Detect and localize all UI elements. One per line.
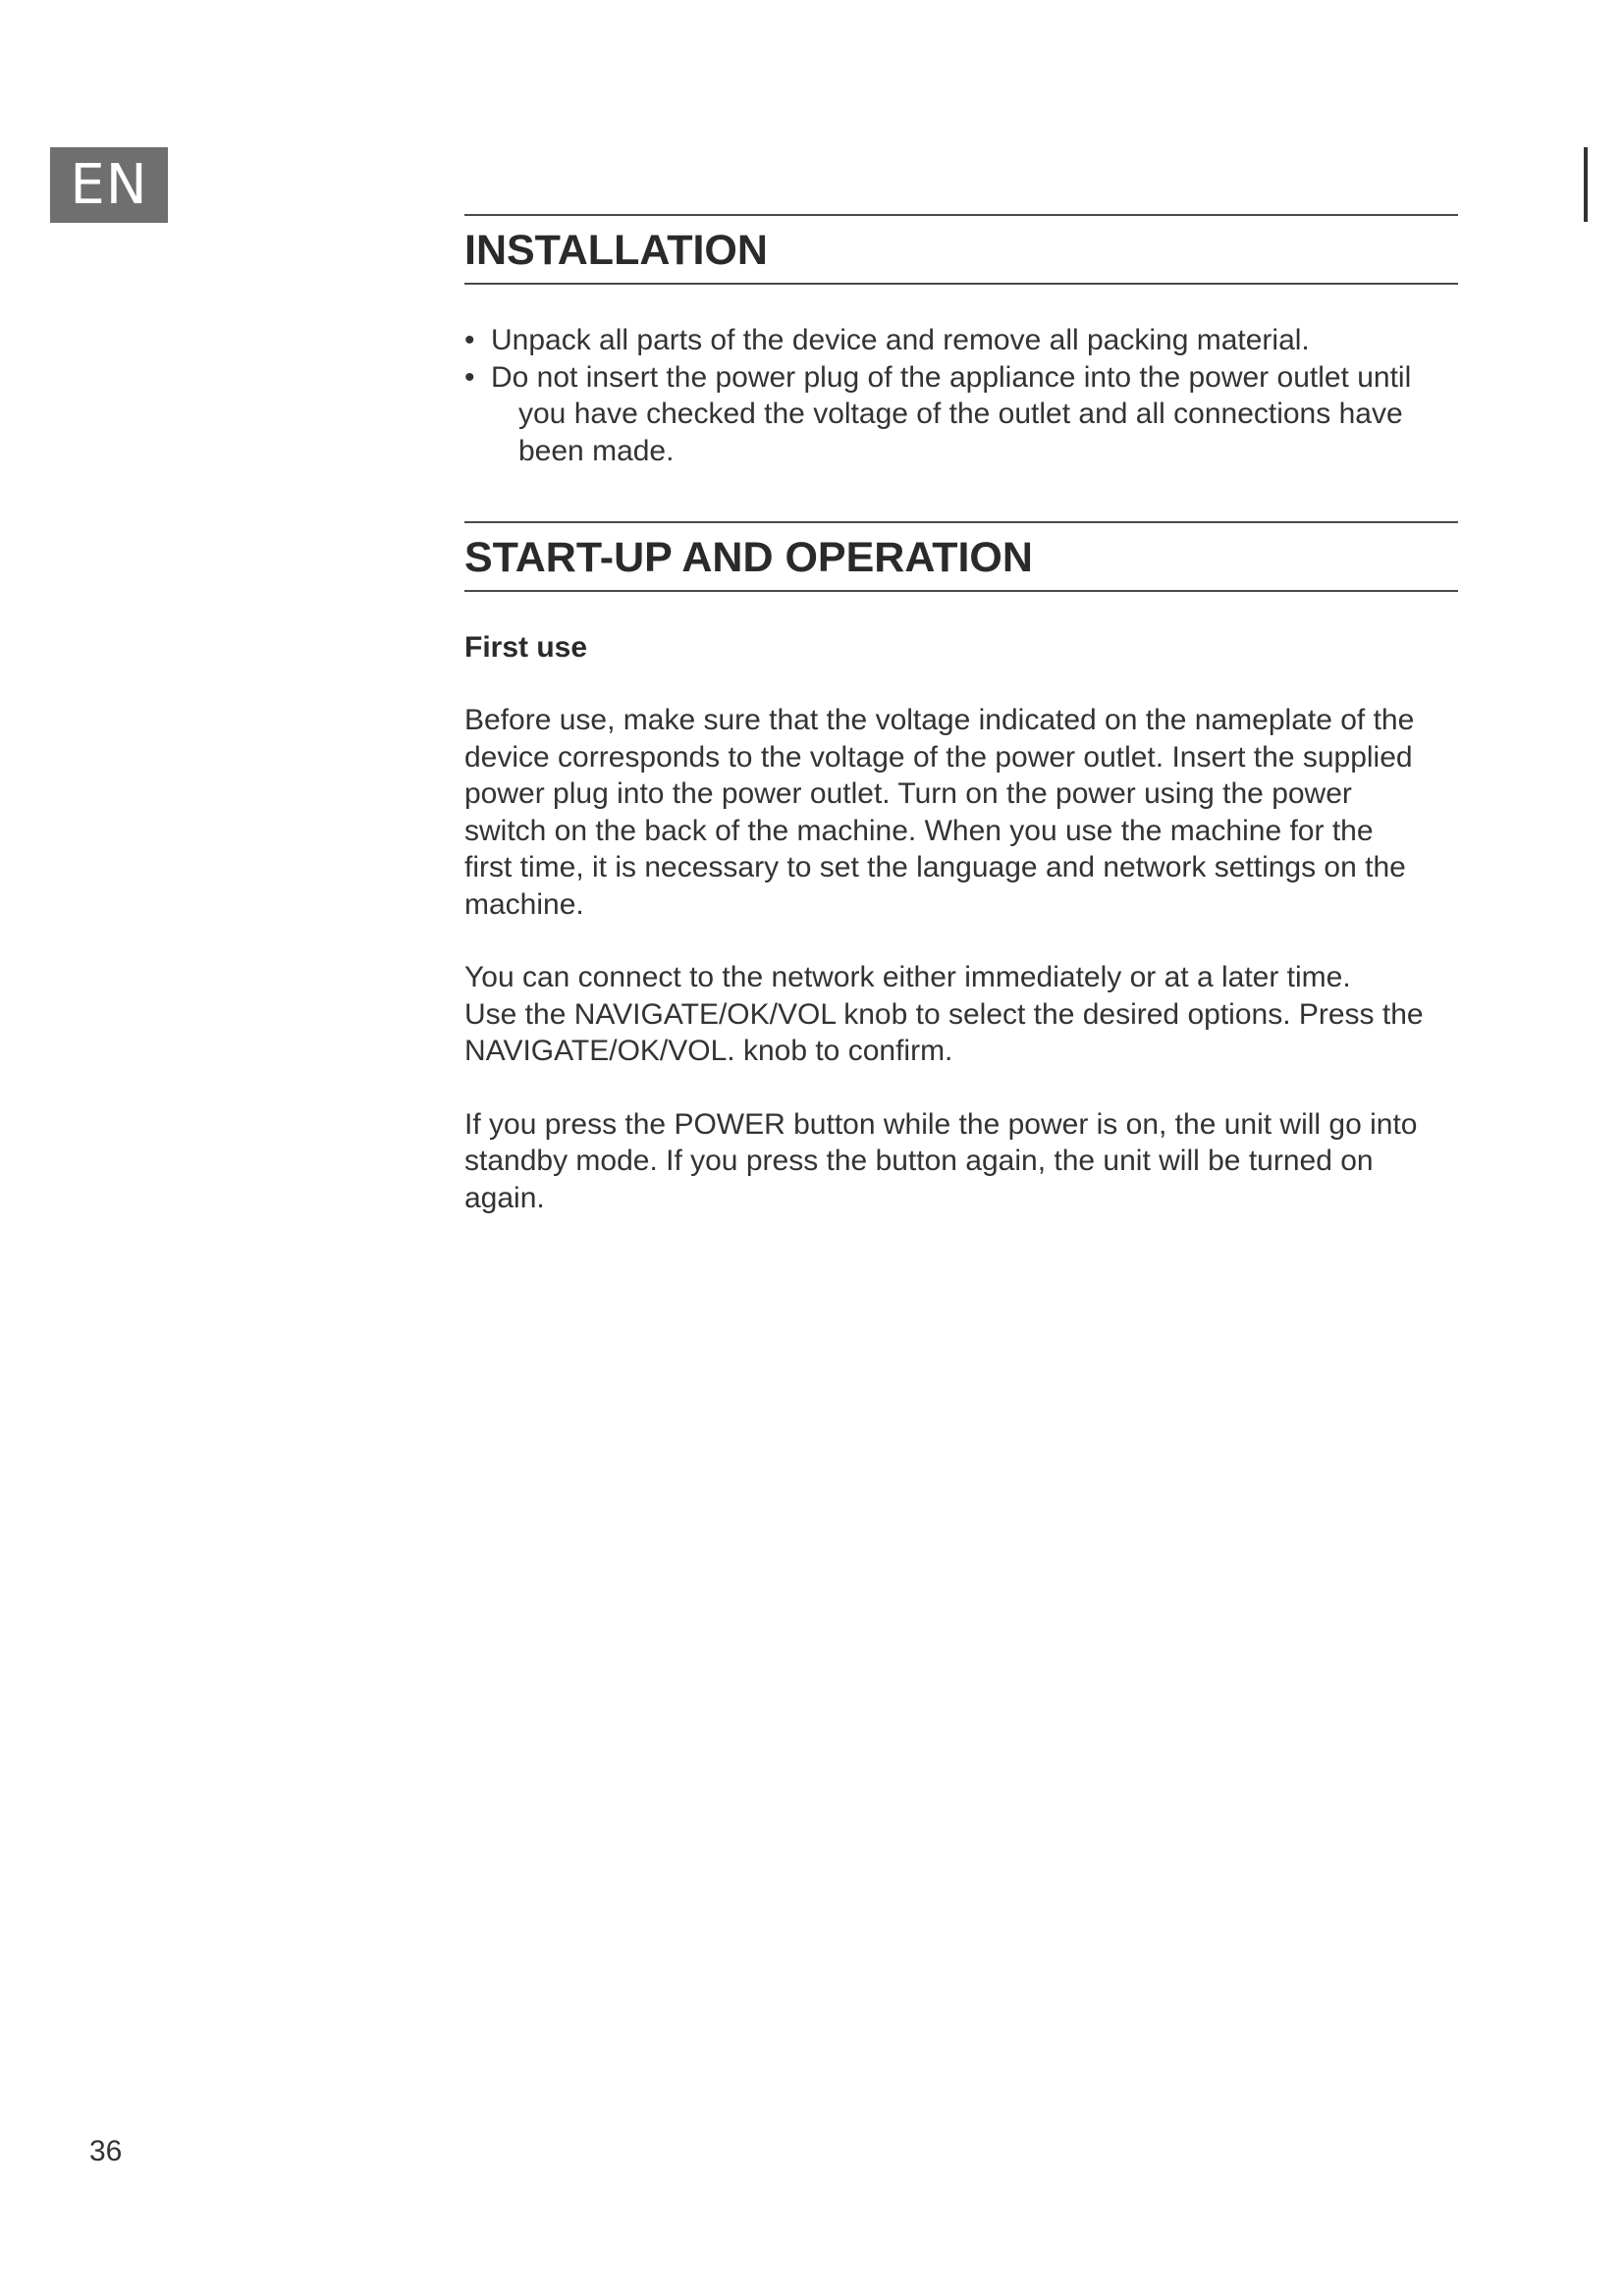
startup-bottom-rule [464,590,1458,592]
installation-title: INSTALLATION [464,227,768,274]
text-line: again. [464,1181,545,1214]
text-line: You can connect to the network either immediately or at a later time. [464,961,1351,993]
startup-top-rule [464,521,1458,523]
paragraph-network [464,959,1458,1070]
bullet-glyph: • [464,360,475,394]
list-item [464,359,1458,470]
text-line: If you press the POWER button while the power is on, the unit will go into [464,1107,1418,1141]
text-line: power plug into the power outlet. Turn on the power using the power [464,777,1352,810]
text-line: machine. [464,887,584,921]
list-item-text: Unpack all parts of the device and remove all packing material. [491,324,1310,356]
paragraph-power-button [464,1106,1458,1217]
startup-title: START-UP AND OPERATION [464,534,1033,581]
page-edge-marker [1584,147,1588,222]
first-use-heading: First use [464,631,588,664]
installation-top-rule [464,214,1458,216]
text-line: standby mode. If you press the button again, the unit will be turned on [464,1145,1374,1177]
text-line: device corresponds to the voltage of the power outlet. Insert the supplied [464,740,1413,774]
text-line: Before use, make sure that the voltage indicated on the nameplate of the [464,704,1415,736]
bullet-glyph: • [464,324,475,356]
list-item-continuation: you have checked the voltage of the outlet and all connections have [518,398,1403,430]
page-number: 36 [89,2135,123,2167]
text-line: Use the NAVIGATE/OK/VOL knob to select the desired options. Press the [464,997,1424,1031]
list-item-text: Do not insert the power plug of the appliance into the power outlet until [491,360,1412,394]
list-item-continuation: been made. [518,434,675,467]
text-line: first time, it is necessary to set the language and network settings on the [464,851,1406,883]
installation-section [464,214,1458,469]
paragraph-first-use [464,702,1458,923]
startup-section [464,521,1458,1216]
language-badge: EN [50,147,168,223]
installation-bullet-list [464,322,1458,469]
list-item [464,322,1458,359]
installation-bottom-rule [464,283,1458,285]
text-line: switch on the back of the machine. When you use the machine for the [464,814,1374,847]
text-line: NAVIGATE/OK/VOL. knob to confirm. [464,1035,953,1067]
